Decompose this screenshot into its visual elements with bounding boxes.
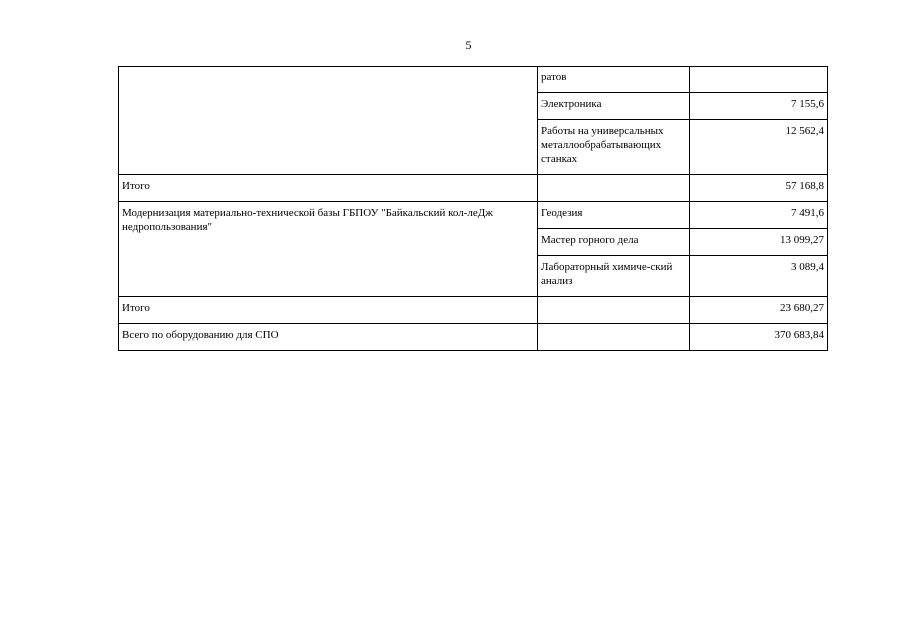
subtotal-amount: 23 680,27 (690, 297, 828, 324)
specialty-cell: Работы на универсальных металлообрабатывающих станках (538, 120, 690, 175)
project-name-cell: Модернизация материально-технической базы ГБПОУ "Байкальский кол-леДж недропользования" (119, 202, 538, 297)
grand-total-amount: 370 683,84 (690, 324, 828, 351)
grand-total-row (119, 324, 828, 351)
specialty-cell: ратов (538, 67, 690, 93)
project-name-cell (119, 67, 538, 175)
specialty-cell: Электроника (538, 93, 690, 120)
subtotal-amount: 57 168,8 (690, 175, 828, 202)
empty-cell (538, 297, 690, 324)
subtotal-label: Итого (119, 175, 538, 202)
table-row (119, 67, 828, 93)
specialty-cell: Геодезия (538, 202, 690, 229)
empty-cell (538, 324, 690, 351)
grand-total-label: Всего по оборудованию для СПО (119, 324, 538, 351)
specialty-cell: Мастер горного дела (538, 229, 690, 256)
amount-cell: 7 155,6 (690, 93, 828, 120)
amount-cell: 12 562,4 (690, 120, 828, 175)
subtotal-label: Итого (119, 297, 538, 324)
amount-cell (690, 67, 828, 93)
amount-cell: 7 491,6 (690, 202, 828, 229)
table-row (119, 202, 828, 229)
subtotal-row (119, 297, 828, 324)
amount-cell: 3 089,4 (690, 256, 828, 297)
specialty-cell: Лабораторный химиче-ский анализ (538, 256, 690, 297)
page-number: 5 (465, 38, 472, 52)
amount-cell: 13 099,27 (690, 229, 828, 256)
equipment-table (118, 66, 828, 351)
subtotal-row (119, 175, 828, 202)
empty-cell (538, 175, 690, 202)
